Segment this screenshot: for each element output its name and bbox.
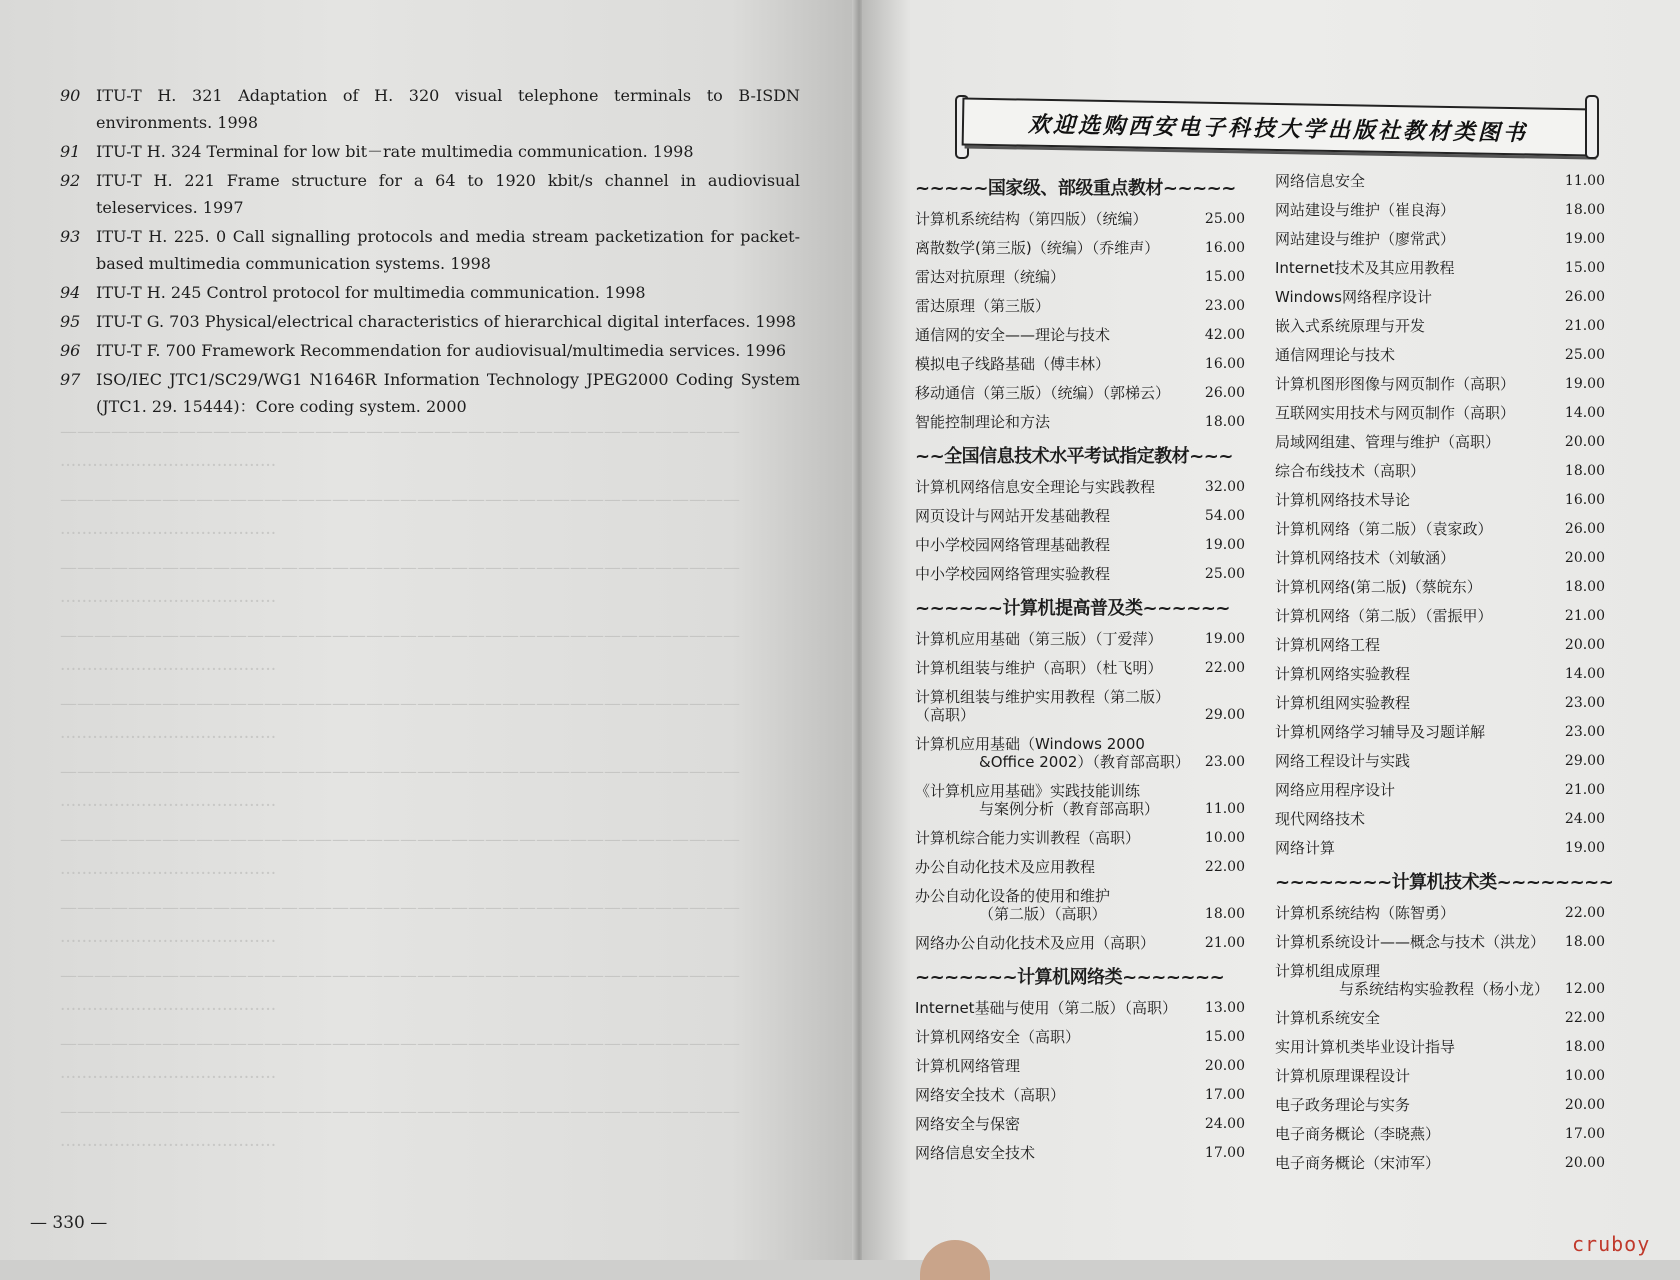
- book-entry: [915, 1057, 1245, 1075]
- book-title: [1275, 933, 1550, 951]
- book-entry: [915, 630, 1245, 648]
- book-title-line: 计算机系统结构（第四版）（统编）: [915, 210, 1148, 228]
- book-entry: [1275, 549, 1605, 567]
- book-title-line: 局域网组建、管理与维护（高职）: [1275, 433, 1501, 451]
- reference-number: 96: [60, 341, 81, 360]
- book-entry: [915, 268, 1245, 286]
- reference-number: 97: [60, 370, 81, 389]
- book-price: 24.00: [1204, 1116, 1245, 1132]
- book-title: [915, 297, 1190, 315]
- book-title-line-2: 与系统结构实验教程（杨小龙）: [1339, 980, 1550, 998]
- book-title-line: 智能控制理论和方法: [915, 413, 1051, 431]
- book-title: [915, 1057, 1190, 1075]
- book-price: 23.00: [1204, 754, 1245, 770]
- book-title-line: 中小学校园网络管理基础教程: [915, 536, 1111, 554]
- book-entry: [1275, 636, 1605, 654]
- book-title: [915, 565, 1190, 583]
- book-entry: [915, 326, 1245, 344]
- book-price: 11.00: [1204, 801, 1245, 817]
- book-title: [915, 782, 1190, 818]
- book-entry: [915, 688, 1245, 724]
- reference-text: ITU-T H. 221 Frame structure for a 64 to 1920 kbit/s channel in audiovisual teleservices. 1997: [96, 171, 800, 217]
- book-title-line: 计算机网络工程: [1275, 636, 1381, 654]
- book-price: 42.00: [1204, 327, 1245, 343]
- book-title: [915, 934, 1190, 952]
- book-price: 29.00: [1564, 753, 1605, 769]
- book-title-line: 网络信息安全: [1275, 172, 1366, 190]
- book-entry: [1275, 1125, 1605, 1143]
- book-title-line: 计算机系统结构（陈智勇）: [1275, 904, 1456, 922]
- book-title: [915, 858, 1190, 876]
- book-title-line: 计算机网络技术（刘敏涵）: [1275, 549, 1456, 567]
- book-price: 19.00: [1564, 231, 1605, 247]
- book-title: [1275, 810, 1550, 828]
- book-title: [915, 326, 1190, 344]
- book-title-line: 网络工程设计与实践: [1275, 752, 1411, 770]
- book-title-line: 计算机组装与维护（高职）（杜飞明）: [915, 659, 1163, 677]
- book-entry: [1275, 491, 1605, 509]
- book-title-line: 移动通信（第三版）（统编）（郭梯云）: [915, 384, 1171, 402]
- book-title-line: 电子商务概论（李晓燕）: [1275, 1125, 1441, 1143]
- book-entry: [1275, 375, 1605, 393]
- reference-number: 95: [60, 312, 81, 331]
- reference-item: [60, 337, 800, 364]
- book-price: 22.00: [1564, 1010, 1605, 1026]
- book-title: [1275, 904, 1550, 922]
- book-title-line: 网络安全技术（高职）: [915, 1086, 1066, 1104]
- book-price: 18.00: [1204, 906, 1245, 922]
- book-title-line: 离散数学(第三版)（统编）（乔维声）: [915, 239, 1160, 257]
- book-price: 19.00: [1564, 376, 1605, 392]
- section-heading: ~~~~~~计算机提高普及类~~~~~~: [915, 598, 1230, 619]
- book-title: [915, 1028, 1190, 1046]
- book-entry: [915, 1086, 1245, 1104]
- book-title-line: 计算机图形图像与网页制作（高职）: [1275, 375, 1516, 393]
- book-price: 26.00: [1204, 385, 1245, 401]
- book-title: [1275, 1067, 1550, 1085]
- catalog-banner: 欢迎选购西安电子科技大学出版社教材类图书: [962, 97, 1595, 156]
- book-entry: [915, 239, 1245, 257]
- book-title: [915, 1086, 1190, 1104]
- book-price: 20.00: [1564, 550, 1605, 566]
- book-title: [1275, 201, 1550, 219]
- book-title-line: 网站建设与维护（廖常武）: [1275, 230, 1456, 248]
- book-title-line: 嵌入式系统原理与开发: [1275, 317, 1426, 335]
- reference-item: [60, 82, 800, 136]
- book-title-line: 网站建设与维护（崔良海）: [1275, 201, 1456, 219]
- book-entry: [915, 1144, 1245, 1162]
- book-title-line: 办公自动化技术及应用教程: [915, 858, 1096, 876]
- book-price: 13.00: [1204, 1000, 1245, 1016]
- book-title-line: 计算机网络学习辅导及习题详解: [1275, 723, 1486, 741]
- book-price: 20.00: [1564, 1155, 1605, 1171]
- book-entry: [1275, 962, 1605, 998]
- book-entry: [915, 999, 1245, 1017]
- book-title-line: 计算机组装与维护实用教程（第二版）（高职）: [915, 688, 1171, 724]
- book-title: [1275, 1038, 1550, 1056]
- book-title: [915, 887, 1190, 923]
- book-title-line: 计算机网络技术导论: [1275, 491, 1411, 509]
- book-entry: [1275, 752, 1605, 770]
- book-price: 22.00: [1564, 905, 1605, 921]
- book-entry: [1275, 578, 1605, 596]
- book-title: [1275, 172, 1550, 190]
- reference-text: ITU-T F. 700 Framework Recommendation for audiovisual/multimedia services. 1996: [96, 341, 787, 360]
- book-title: [1275, 375, 1550, 393]
- book-price: 21.00: [1564, 608, 1605, 624]
- reference-text: ITU-T H. 324 Terminal for low bit－rate multimedia communication. 1998: [96, 142, 694, 161]
- book-column-left: [915, 172, 1245, 1173]
- book-title: [1275, 520, 1550, 538]
- book-price: 16.00: [1564, 492, 1605, 508]
- book-title: [1275, 665, 1550, 683]
- book-entry: [1275, 1096, 1605, 1114]
- book-title: [1275, 317, 1550, 335]
- book-title-line: Internet技术及其应用教程: [1275, 259, 1455, 277]
- book-price: 17.00: [1204, 1087, 1245, 1103]
- book-column-right: [1275, 172, 1614, 1183]
- book-entry: [1275, 665, 1605, 683]
- book-title-line: 网络办公自动化技术及应用（高职）: [915, 934, 1156, 952]
- book-price: 20.00: [1204, 1058, 1245, 1074]
- book-title: [1275, 491, 1550, 509]
- book-title-line: 网络信息安全技术: [915, 1144, 1036, 1162]
- book-title-line: Windows网络程序设计: [1275, 288, 1432, 306]
- reference-number: 90: [60, 86, 81, 105]
- book-price: 25.00: [1204, 211, 1245, 227]
- book-price: 22.00: [1204, 859, 1245, 875]
- reference-text: ITU-T H. 225. 0 Call signalling protocols and media stream packetization for packet-based multimedia communication systems. 1998: [96, 227, 800, 273]
- book-entry: [1275, 288, 1605, 306]
- book-title: [1275, 549, 1550, 567]
- book-price: 26.00: [1564, 521, 1605, 537]
- book-price: 10.00: [1204, 830, 1245, 846]
- reference-item: [60, 167, 800, 221]
- book-entry: [915, 659, 1245, 677]
- book-entry: [915, 934, 1245, 952]
- book-title: [1275, 1154, 1550, 1172]
- book-title-line: 计算机应用基础（Windows 2000: [915, 735, 1145, 753]
- book-entry: [1275, 317, 1605, 335]
- book-entry: [1275, 1009, 1605, 1027]
- book-entry: [1275, 346, 1605, 364]
- reference-text: ITU-T H. 245 Control protocol for multimedia communication. 1998: [96, 283, 646, 302]
- book-price: 21.00: [1204, 935, 1245, 951]
- book-price: 16.00: [1204, 240, 1245, 256]
- book-title-line: 计算机网络（第二版）（雷振甲）: [1275, 607, 1493, 625]
- reference-item: [60, 279, 800, 306]
- book-price: 15.00: [1204, 269, 1245, 285]
- book-title: [1275, 636, 1550, 654]
- book-entry: [1275, 230, 1605, 248]
- book-title: [915, 536, 1190, 554]
- book-price: 23.00: [1564, 695, 1605, 711]
- book-price: 18.00: [1564, 579, 1605, 595]
- book-price: 21.00: [1564, 782, 1605, 798]
- reference-item: [60, 366, 800, 420]
- book-entry: [1275, 520, 1605, 538]
- book-title: [1275, 607, 1550, 625]
- book-title-line: 综合布线技术（高职）: [1275, 462, 1426, 480]
- book-price: 29.00: [1204, 707, 1245, 723]
- book-title: [1275, 578, 1550, 596]
- book-price: 26.00: [1564, 289, 1605, 305]
- book-title: [1275, 288, 1550, 306]
- book-entry: [915, 1028, 1245, 1046]
- book-title: [1275, 752, 1550, 770]
- book-price: 24.00: [1564, 811, 1605, 827]
- book-title: [1275, 1009, 1550, 1027]
- book-price: 20.00: [1564, 434, 1605, 450]
- reference-number: 94: [60, 283, 81, 302]
- reference-item: [60, 223, 800, 277]
- book-title: [1275, 1125, 1550, 1143]
- book-price: 20.00: [1564, 1097, 1605, 1113]
- book-entry: [1275, 1154, 1605, 1172]
- book-title-line: 通信网理论与技术: [1275, 346, 1396, 364]
- book-entry: [1275, 839, 1605, 857]
- book-entry: [1275, 259, 1605, 277]
- book-title-line: 计算机系统安全: [1275, 1009, 1381, 1027]
- book-title-line: 电子政务理论与实务: [1275, 1096, 1411, 1114]
- watermark: cruboy: [1572, 1232, 1651, 1256]
- reference-text: ISO/IEC JTC1/SC29/WG1 N1646R Information Technology JPEG2000 Coding System (JTC1. 29. 15444)：Core coding system. 2000: [96, 370, 800, 416]
- book-title: [915, 1144, 1190, 1162]
- book-price: 23.00: [1204, 298, 1245, 314]
- book-price: 21.00: [1564, 318, 1605, 334]
- book-title-line: 计算机网络（第二版）（袁家政）: [1275, 520, 1493, 538]
- book-price: 23.00: [1564, 724, 1605, 740]
- book-title: [1275, 346, 1550, 364]
- section-heading: ~~全国信息技术水平考试指定教材~~~: [915, 446, 1233, 467]
- book-title: [1275, 462, 1550, 480]
- book-title: [915, 210, 1190, 228]
- book-entry: [915, 1115, 1245, 1133]
- book-title-line: 电子商务概论（宋沛军）: [1275, 1154, 1441, 1172]
- book-title-line: 中小学校园网络管理实验教程: [915, 565, 1111, 583]
- book-entry: [1275, 723, 1605, 741]
- book-title: [1275, 694, 1550, 712]
- book-price: 54.00: [1204, 508, 1245, 524]
- book-entry: [1275, 1067, 1605, 1085]
- book-price: 15.00: [1564, 260, 1605, 276]
- reference-number: 91: [60, 142, 81, 161]
- book-title: [915, 659, 1190, 677]
- book-entry: [1275, 201, 1605, 219]
- book-price: 18.00: [1564, 1039, 1605, 1055]
- book-title-line: 计算机网络信息安全理论与实践教程: [915, 478, 1156, 496]
- book-title: [915, 735, 1190, 771]
- book-entry: [1275, 933, 1605, 951]
- book-entry: [915, 782, 1245, 818]
- book-entry: [1275, 1038, 1605, 1056]
- book-title: [915, 1115, 1190, 1133]
- book-title: [915, 239, 1190, 257]
- book-entry: [1275, 810, 1605, 828]
- book-title-line: 计算机组成原理: [1275, 962, 1381, 980]
- book-price: 17.00: [1204, 1145, 1245, 1161]
- book-title-line: 网络安全与保密: [915, 1115, 1021, 1133]
- book-title-line: Internet基础与使用（第二版）（高职）: [915, 999, 1178, 1017]
- book-price: 20.00: [1564, 637, 1605, 653]
- section-heading: ~~~~~国家级、部级重点教材~~~~~: [915, 178, 1236, 199]
- book-entry: [1275, 607, 1605, 625]
- book-title: [915, 268, 1190, 286]
- book-title-line: 计算机网络(第二版)（蔡皖东）: [1275, 578, 1482, 596]
- book-entry: [915, 355, 1245, 373]
- book-price: 22.00: [1204, 660, 1245, 676]
- book-entry: [915, 829, 1245, 847]
- book-title: [915, 829, 1190, 847]
- book-title-line: 计算机网络管理: [915, 1057, 1021, 1075]
- book-title-line: 网络计算: [1275, 839, 1336, 857]
- book-entry: [915, 887, 1245, 923]
- reference-number: 92: [60, 171, 81, 190]
- book-title-line: 网络应用程序设计: [1275, 781, 1396, 799]
- book-price: 14.00: [1564, 405, 1605, 421]
- page-number: — 330 —: [30, 1213, 108, 1233]
- book-title-line: 计算机应用基础（第三版）（丁爱萍）: [915, 630, 1163, 648]
- book-title-line-2: &Office 2002）（教育部高职）: [979, 753, 1190, 771]
- book-entry: [1275, 404, 1605, 422]
- book-title-line: 通信网的安全——理论与技术: [915, 326, 1111, 344]
- section-heading: ~~~~~~~~计算机技术类~~~~~~~~: [1275, 872, 1614, 893]
- book-price: 14.00: [1564, 666, 1605, 682]
- reference-text: ITU-T G. 703 Physical/electrical characteristics of hierarchical digital interfaces. 1998: [96, 312, 797, 331]
- book-title: [1275, 433, 1550, 451]
- book-entry: [915, 565, 1245, 583]
- book-title: [915, 384, 1190, 402]
- book-entry: [915, 413, 1245, 431]
- book-price: 16.00: [1204, 356, 1245, 372]
- book-title: [915, 478, 1190, 496]
- book-title-line-2: （第二版）（高职）: [979, 905, 1107, 923]
- book-entry: [1275, 433, 1605, 451]
- book-title-line: 计算机网络实验教程: [1275, 665, 1411, 683]
- book-title-line: 计算机原理课程设计: [1275, 1067, 1411, 1085]
- book-title-line: 计算机组网实验教程: [1275, 694, 1411, 712]
- book-title: [915, 999, 1190, 1017]
- reference-text: ITU-T H. 321 Adaptation of H. 320 visual telephone terminals to B-ISDN environments. 1998: [96, 86, 800, 132]
- book-price: 25.00: [1564, 347, 1605, 363]
- book-title: [915, 688, 1190, 724]
- book-price: 18.00: [1204, 414, 1245, 430]
- book-price: 18.00: [1564, 934, 1605, 950]
- bleed-through-text: ———————————————————————————————————————— ········································ ———————————————————————————————————————— ········································ ———————————————————————————————————————— ········································ ———————————————————————————————————————— ········································ ———————————————————————————————————————— ········································ ———————————————————————————————————————— ········································ ———————————————————————————————————————— ········································ ———————————————————————————————————————— ········································ ———————————————————————————————————————— ········································ ———————————————————————————————————————— ········································ ———————————————————————————————————————— ········································: [60, 422, 740, 1156]
- book-price: 10.00: [1564, 1068, 1605, 1084]
- book-title-line: 《计算机应用基础》实践技能训练: [915, 782, 1141, 800]
- book-title: [1275, 259, 1550, 277]
- book-entry: [1275, 694, 1605, 712]
- book-price: 15.00: [1204, 1029, 1245, 1045]
- book-price: 25.00: [1204, 566, 1245, 582]
- book-title-line: 雷达对抗原理（统编）: [915, 268, 1066, 286]
- book-entry: [1275, 781, 1605, 799]
- book-entry: [915, 858, 1245, 876]
- book-title-line: 模拟电子线路基础（傅丰林）: [915, 355, 1111, 373]
- book-title: [1275, 230, 1550, 248]
- book-title: [1275, 404, 1550, 422]
- book-title-line: 雷达原理（第三版）: [915, 297, 1051, 315]
- book-title: [1275, 781, 1550, 799]
- book-entry: [915, 210, 1245, 228]
- book-title-line: 互联网实用技术与网页制作（高职）: [1275, 404, 1516, 422]
- reference-list: [60, 82, 800, 422]
- book-title-line: 计算机网络安全（高职）: [915, 1028, 1081, 1046]
- book-title: [915, 355, 1190, 373]
- book-entry: [915, 297, 1245, 315]
- book-title-line: 计算机综合能力实训教程（高职）: [915, 829, 1141, 847]
- book-title-line-2: 与案例分析（教育部高职）: [979, 800, 1160, 818]
- book-price: 18.00: [1564, 202, 1605, 218]
- book-title: [915, 413, 1190, 431]
- book-title-line: 实用计算机类毕业设计指导: [1275, 1038, 1456, 1056]
- book-price: 18.00: [1564, 463, 1605, 479]
- reference-item: [60, 308, 800, 335]
- book-title: [1275, 1096, 1550, 1114]
- book-title: [1275, 962, 1550, 998]
- book-title: [1275, 723, 1550, 741]
- book-entry: [1275, 904, 1605, 922]
- reference-number: 93: [60, 227, 81, 246]
- book-price: 19.00: [1204, 631, 1245, 647]
- book-title-line: 计算机系统设计——概念与技术（洪龙）: [1275, 933, 1546, 951]
- book-price: 12.00: [1564, 981, 1605, 997]
- section-heading: ~~~~~~~计算机网络类~~~~~~~: [915, 967, 1225, 988]
- book-price: 19.00: [1204, 537, 1245, 553]
- book-title-line: 办公自动化设备的使用和维护: [915, 887, 1111, 905]
- book-price: 11.00: [1564, 173, 1605, 189]
- book-entry: [915, 536, 1245, 554]
- book-entry: [915, 384, 1245, 402]
- book-title: [1275, 839, 1550, 857]
- book-price: 19.00: [1564, 840, 1605, 856]
- book-title: [915, 507, 1190, 525]
- book-title-line: 网页设计与网站开发基础教程: [915, 507, 1111, 525]
- book-price: 17.00: [1564, 1126, 1605, 1142]
- book-entry: [915, 478, 1245, 496]
- book-entry: [915, 735, 1245, 771]
- book-price: 32.00: [1204, 479, 1245, 495]
- book-title-line: 现代网络技术: [1275, 810, 1366, 828]
- reference-item: [60, 138, 800, 165]
- book-title: [915, 630, 1190, 648]
- book-entry: [1275, 172, 1605, 190]
- banner-scroll-right: [1585, 95, 1599, 159]
- book-entry: [915, 507, 1245, 525]
- book-entry: [1275, 462, 1605, 480]
